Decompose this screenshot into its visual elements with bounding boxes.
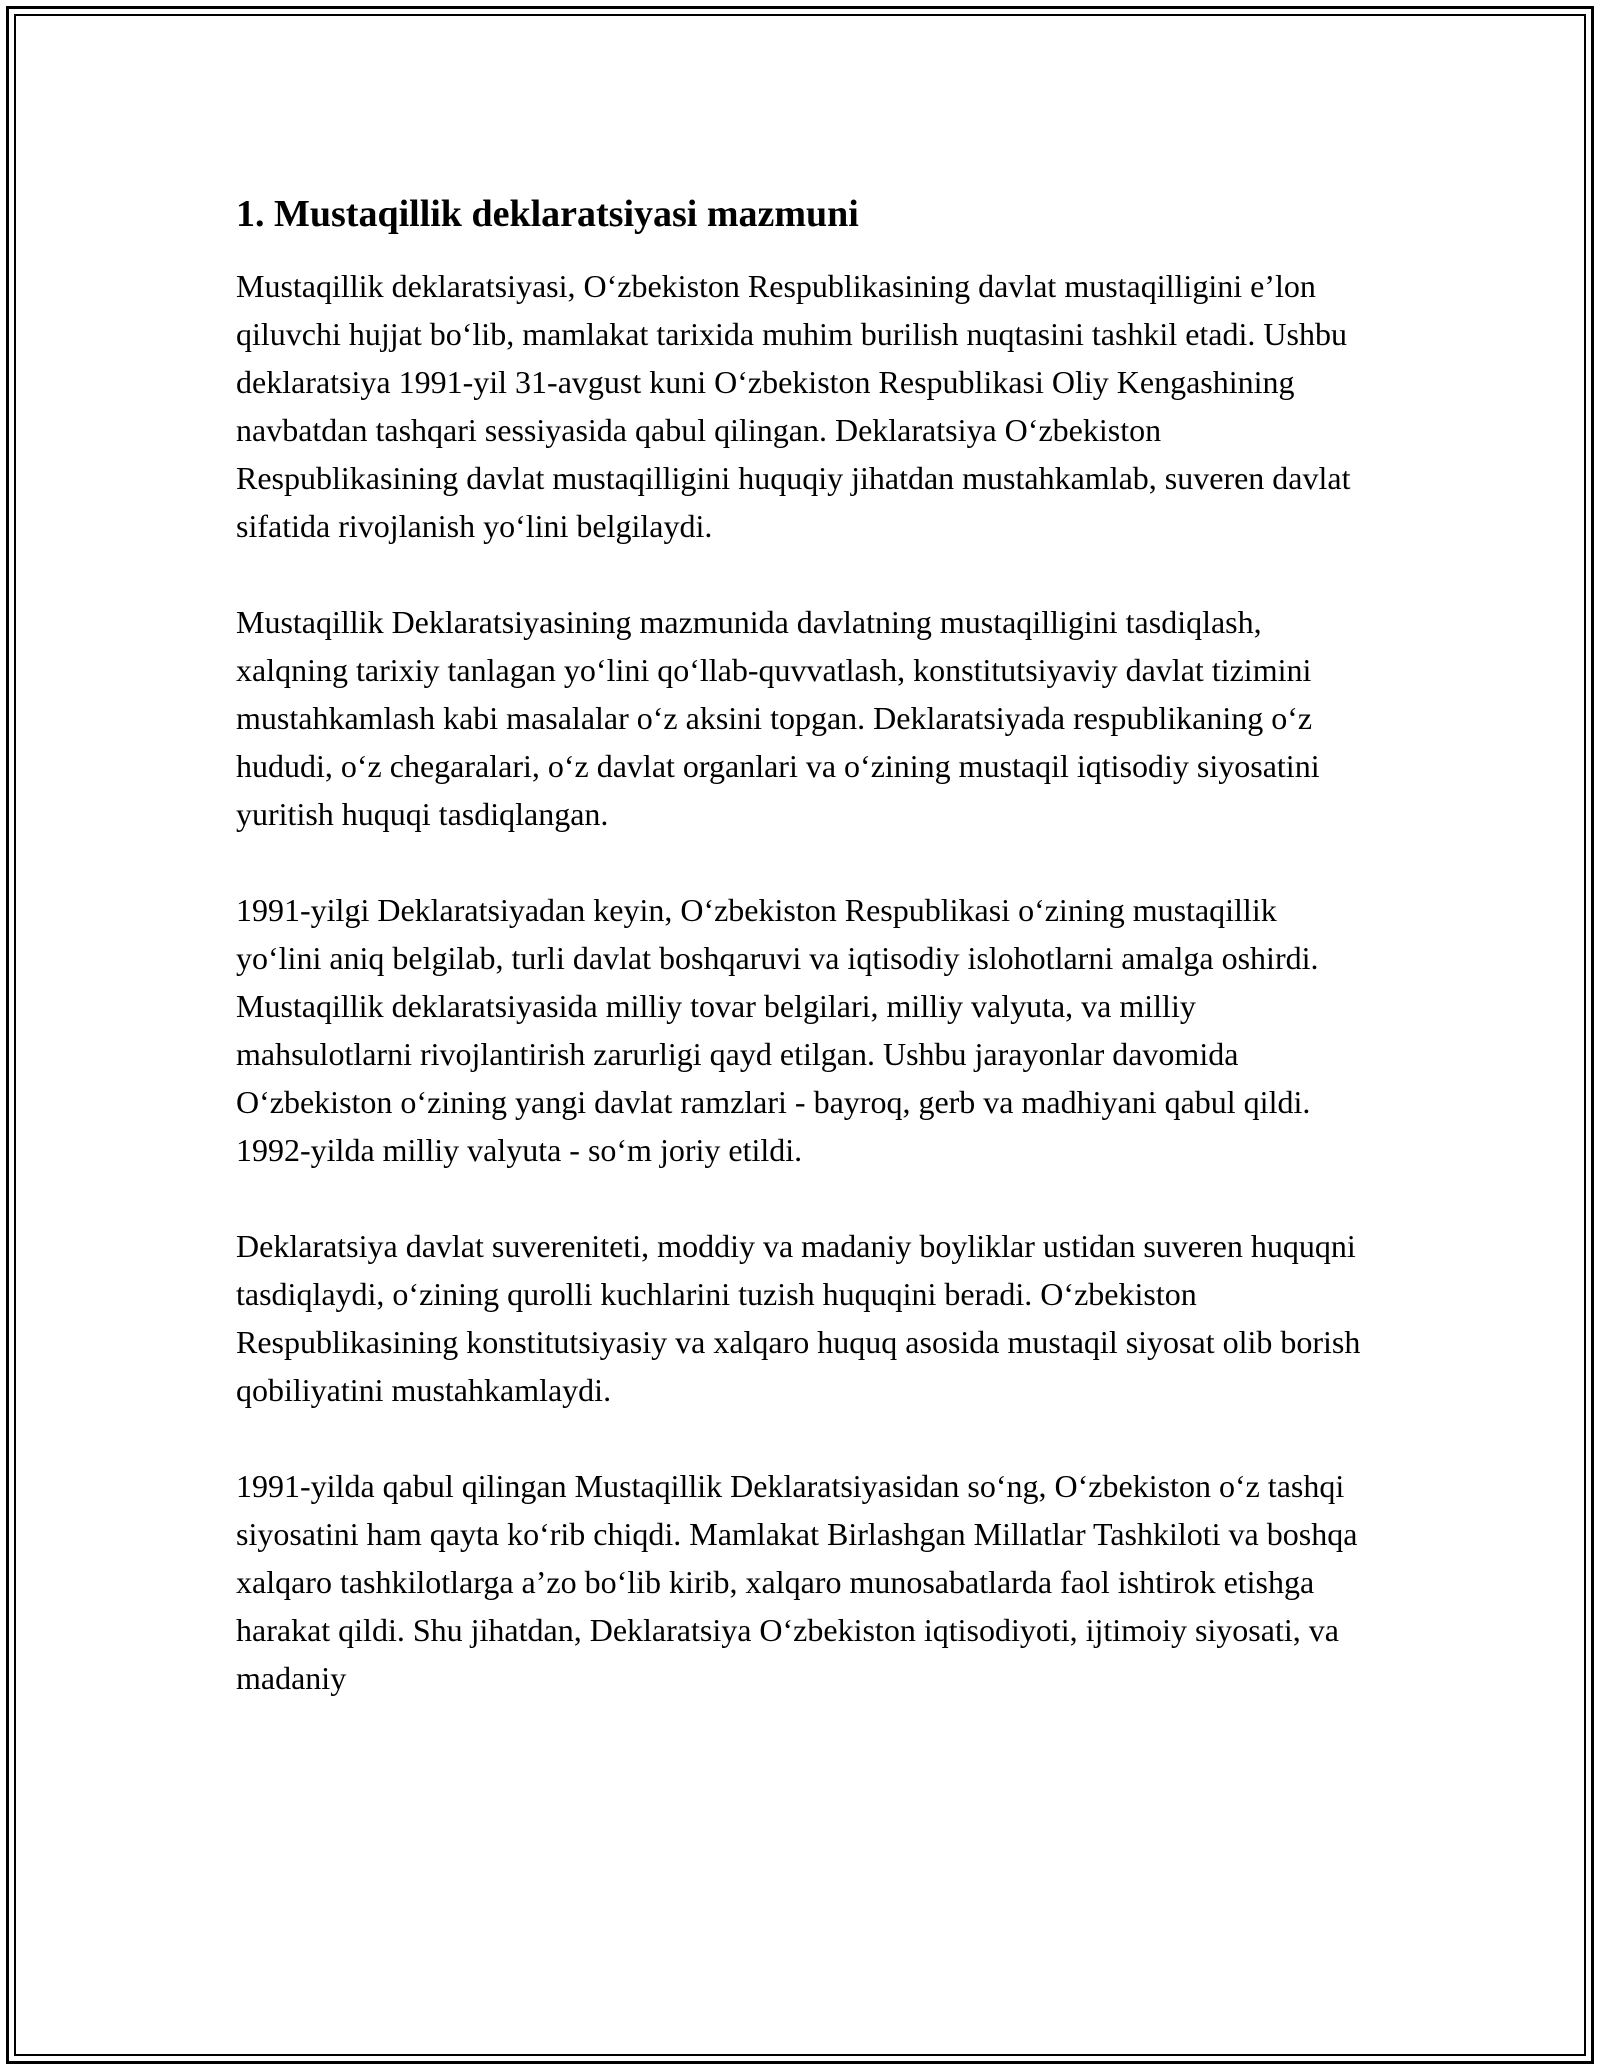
section-title: 1. Mustaqillik deklaratsiyasi mazmuni xyxy=(236,193,859,235)
paragraph-5: 1991-yilda qabul qilingan Mustaqillik Deklaratsiyasidan so‘ng, O‘zbekiston o‘z tashqi siyosatini ham qayta ko‘rib chiqdi. Mamlakat Birlashgan Millatlar Tashkiloti va boshqa xalqaro tashkilotlarga a’zo bo‘lib kirib, xalqaro munosabatlarda faol ishtirok etishga harakat qildi. Shu jihatdan, Deklaratsiya O‘zbekiston iqtisodiyoti, ijtimoiy siyosati, va madaniy xyxy=(236,1468,1358,1696)
paragraph-2: Mustaqillik Deklaratsiyasining mazmunida davlatning mustaqilligini tasdiqlash, xalqning tarixiy tanlagan yo‘lini qo‘llab-quvvatlash, konstitutsiyaviy davlat tizimini mustahkamlash kabi masalalar o‘z aksini topgan. Deklaratsiyada respublikaning o‘z hududi, o‘z chegaralari, o‘z davlat organlari va o‘zining mustaqil iqtisodiy siyosatini yuritish huquqi tasdiqlangan. xyxy=(236,604,1320,832)
paragraph-1: Mustaqillik deklaratsiyasi, O‘zbekiston Respublikasining davlat mustaqilligini e’lon qiluvchi hujjat bo‘lib, mamlakat tarixida muhim burilish nuqtasini tashkil etadi. Ushbu deklaratsiya 1991-yil 31-avgust kuni O‘zbekiston Respublikasi Oliy Kengashining navbatdan tashqari sessiyasida qabul qilingan. Deklaratsiya O‘zbekiston Respublikasining davlat mustaqilligini huquqiy jihatdan mustahkamlab, suveren davlat sifatida rivojlanish yo‘lini belgilaydi. xyxy=(236,268,1351,544)
paragraph-4: Deklaratsiya davlat suvereniteti, moddiy va madaniy boyliklar ustidan suveren huquqni tasdiqlaydi, o‘zining qurolli kuchlarini tuzish huquqini beradi. O‘zbekiston Respublikasining konstitutsiyasiy va xalqaro huquq asosida mustaqil siyosat olib borish qobiliyatini mustahkamlaydi. xyxy=(236,1228,1361,1408)
document-body xyxy=(236,188,1366,1750)
paragraph-3: 1991-yilgi Deklaratsiyadan keyin, O‘zbekiston Respublikasi o‘zining mustaqillik yo‘lini aniq belgilab, turli davlat boshqaruvi va iqtisodiy islohotlarni amalga oshirdi. Mustaqillik deklaratsiyasida milliy tovar belgilari, milliy valyuta, va milliy mahsulotlarni rivojlantirish zarurligi qayd etilgan. Ushbu jarayonlar davomida O‘zbekiston o‘zining yangi davlat ramzlari - bayroq, gerb va madhiyani qabul qildi. 1992-yilda milliy valyuta - so‘m joriy etildi. xyxy=(236,892,1319,1168)
